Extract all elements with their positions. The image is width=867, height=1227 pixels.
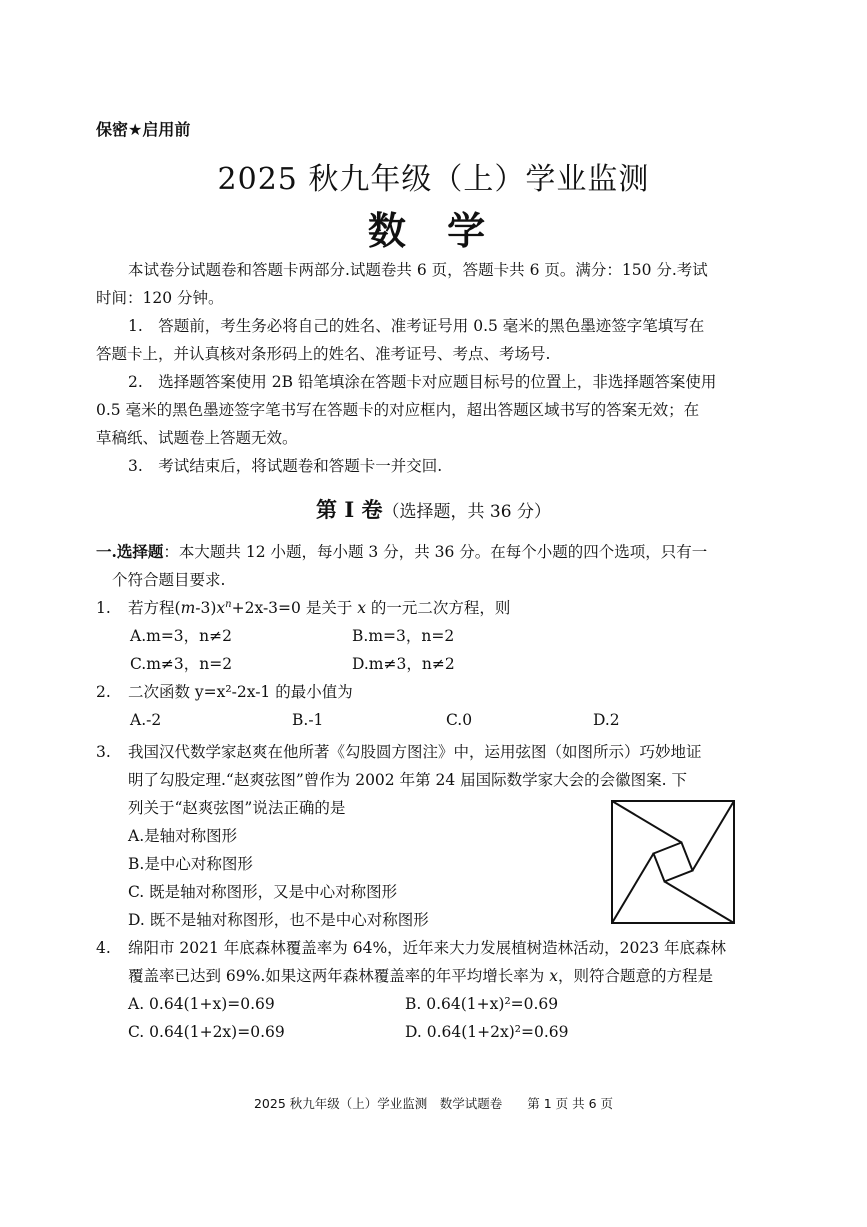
chord-line [665, 882, 735, 924]
option-a: A.-2 [130, 711, 162, 729]
stem-part: +2x-3=0 是关于 [231, 599, 358, 617]
option-d: D.m≠3，n≠2 [352, 655, 455, 673]
instruction-1-cont: 答题卡上，并认真核对条形码上的姓名、准考证号、考点、考场号. [96, 345, 551, 363]
instruction-2: 2. 选择题答案使用 2B 铅笔填涂在答题卡对应题目标号的位置上，非选择题答案使用 [128, 373, 717, 391]
option-c: C.m≠3，n=2 [130, 655, 233, 673]
stem-part: 若方程( [128, 599, 181, 617]
stem-var: x [216, 599, 226, 617]
question-number: 2. [96, 683, 111, 701]
instruction-3: 3. 考试结束后，将试题卷和答题卡一并交回. [128, 457, 443, 475]
option-a: A.是轴对称图形 [128, 827, 238, 845]
option-a: A.m=3，n≠2 [130, 627, 232, 645]
option-c: C.0 [446, 711, 473, 729]
zhao-shuang-chord-diagram [611, 800, 735, 924]
subject-title: 数 学 [367, 208, 500, 253]
option-d: D. 0.64(1+2x)²=0.69 [405, 1023, 569, 1041]
chord-line [612, 854, 654, 924]
inner-square [654, 843, 693, 882]
question-stem: 我国汉代数学家赵爽在他所著《勾股圆方图注》中，运用弦图（如图所示）巧妙地证 [128, 743, 702, 761]
option-d: D. 既不是轴对称图形，也不是中心对称图形 [128, 911, 429, 929]
stem-part: -3) [195, 599, 217, 617]
stem-var: x [549, 967, 558, 985]
chord-line [693, 801, 735, 871]
question-stem-cont: 明了勾股定理.“赵爽弦图”曾作为 2002 年第 24 届国际数学家大会的会徽图案. 下 [128, 771, 688, 789]
confidential-label: 保密★启用前 [96, 120, 191, 139]
stem-part: ，则符合题意的方程是 [557, 967, 713, 985]
section-instructions-cont: 个符合题目要求. [112, 571, 226, 589]
option-b: B.-1 [292, 711, 324, 729]
question-stem-cont [128, 962, 713, 990]
option-d: D.2 [593, 711, 620, 729]
intro-line: 时间：120 分钟。 [96, 289, 224, 307]
option-c: C. 0.64(1+2x)=0.69 [128, 1023, 285, 1041]
section-name: 第 I 卷 [316, 497, 383, 522]
section-instructions [96, 538, 707, 566]
instruction-1: 1. 答题前，考生务必将自己的姓名、准考证号用 0.5 毫米的黑色墨迹签字笔填写在 [128, 317, 705, 335]
stem-exponent: n [225, 599, 232, 610]
option-c: C. 既是轴对称图形，又是中心对称图形 [128, 883, 398, 901]
instruction-2-cont: 草稿纸、试题卷上答题无效。 [96, 429, 298, 447]
question-stem [128, 594, 510, 622]
stem-part: 的一元二次方程，则 [366, 599, 511, 617]
exam-title: 2025 秋九年级（上）学业监测 [217, 162, 650, 197]
outer-square [612, 801, 734, 923]
stem-var: m [180, 599, 196, 617]
page-footer: 2025 秋九年级（上）学业监测 数学试题卷 第 1 页 共 6 页 [253, 1096, 614, 1111]
instruction-2-cont: 0.5 毫米的黑色墨迹签字笔书写在答题卡的对应框内，超出答题区域书写的答案无效；在 [96, 401, 700, 419]
option-b: B.m=3，n=2 [352, 627, 455, 645]
option-a: A. 0.64(1+x)=0.69 [128, 995, 275, 1013]
question-number: 1. [96, 599, 111, 617]
question-stem: 绵阳市 2021 年底森林覆盖率为 64%，近年来大力发展植树造林活动，2023 年底森林 [128, 939, 727, 957]
question-stem-cont: 列关于“赵爽弦图”说法正确的是 [128, 799, 346, 817]
section-instructions-text: ：本大题共 12 小题，每小题 3 分，共 36 分。在每个小题的四个选项，只有一 [163, 543, 708, 561]
stem-var: x [357, 599, 366, 617]
option-b: B.是中心对称图形 [128, 855, 253, 873]
option-b: B. 0.64(1+x)²=0.69 [405, 995, 559, 1013]
chord-line [612, 801, 682, 843]
intro-line: 本试卷分试题卷和答题卡两部分.试题卷共 6 页，答题卡共 6 页。满分：150 分.考试 [128, 261, 708, 279]
section-title [0, 494, 867, 524]
stem-part: 覆盖率已达到 69%.如果这两年森林覆盖率的年平均增长率为 [128, 967, 550, 985]
question-stem: 二次函数 y=x²-2x-1 的最小值为 [128, 683, 353, 701]
question-number: 3. [96, 743, 111, 761]
question-number: 4. [96, 939, 111, 957]
section-label: 一.选择题 [96, 542, 164, 561]
section-subtitle: （选择题，共 36 分） [382, 502, 551, 522]
